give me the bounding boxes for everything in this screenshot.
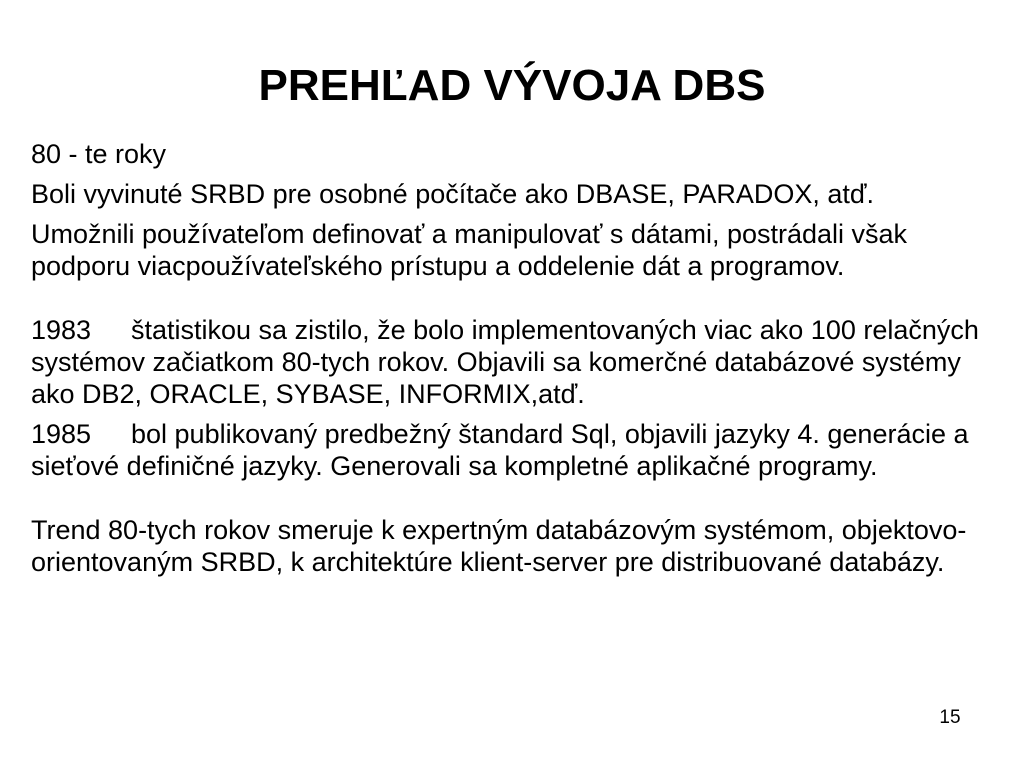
- page-number: 15: [939, 707, 961, 728]
- paragraph-srbd-personal-computers: Boli vyvinuté SRBD pre osobné počítače ako DBASE, PARADOX, atď.: [31, 179, 874, 209]
- paragraph-1983: [31, 314, 991, 410]
- paragraph-80s-heading: 80 - te roky: [31, 139, 167, 169]
- paragraph-1985-text: bol publikovaný predbežný štandard Sql, objavili jazyky 4. generácie a sieťové definičné jazyky. Generovali sa kompletné aplikačné programy.: [31, 419, 969, 481]
- paragraph-1985: [31, 418, 991, 482]
- slide-title: PREHĽAD VÝVOJA DBS: [258, 61, 766, 110]
- year-label-1985: 1985: [31, 419, 92, 449]
- year-label-1983: 1983: [31, 315, 92, 345]
- paragraph-user-data-manipulation: Umožnili používateľom definovať a manipulovať s dátami, postrádali však podporu viacpoužívateľského prístupu a oddelenie dát a programov.: [31, 219, 908, 281]
- paragraph-1983-text: štatistikou sa zistilo, že bolo implementovaných viac ako 100 relačných systémov začiatkom 80-tych rokov. Objavili sa komerčné databázové systémy ako DB2, ORACLE, SYBASE, INFORMIX,atď.: [31, 315, 979, 409]
- paragraph-trend-80s: Trend 80-tych rokov smeruje k expertným databázovým systémom, objektovo-orientovaným SRBD, k architektúre klient-server pre distribuované databázy.: [31, 515, 967, 577]
- slide-body: [31, 138, 991, 586]
